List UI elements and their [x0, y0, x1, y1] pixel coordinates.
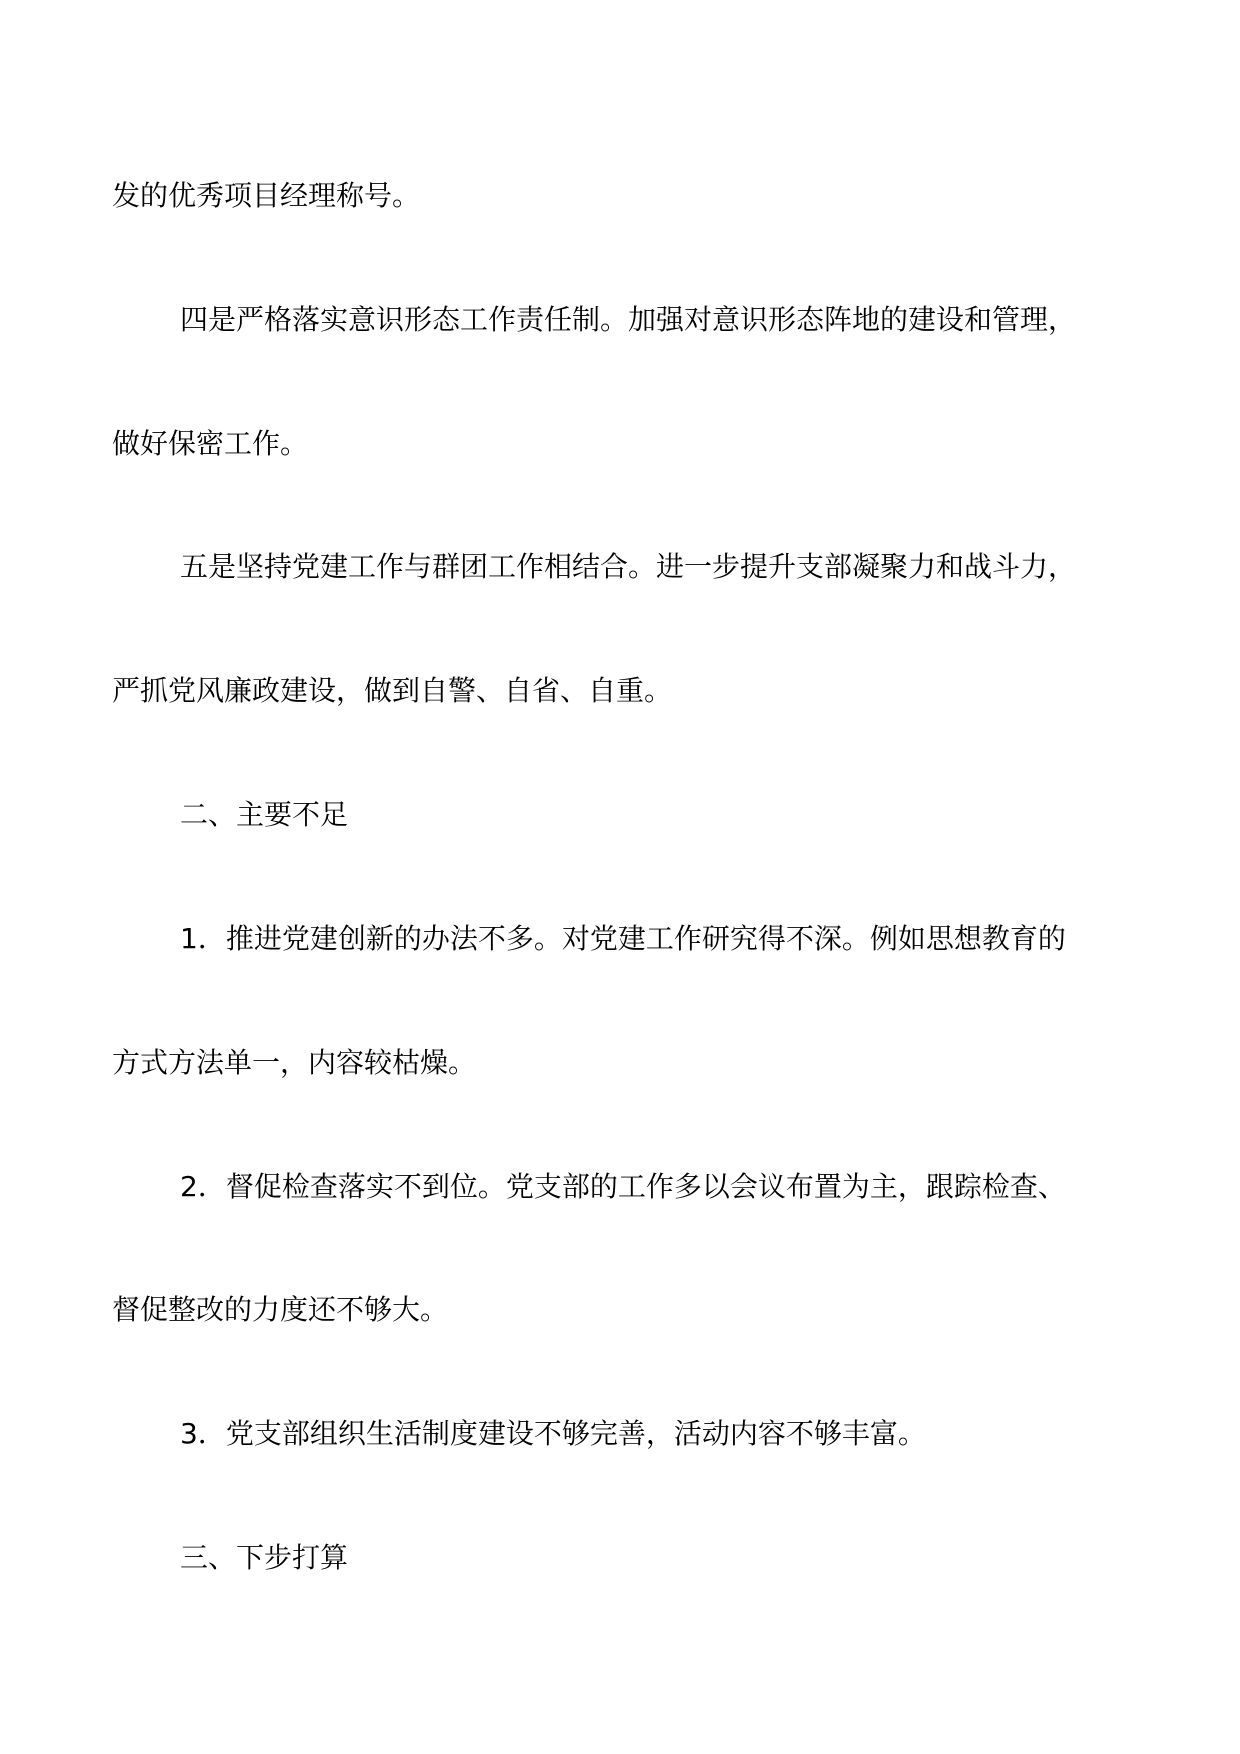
- text-line-continuation: 发的优秀项目经理称号。: [112, 179, 421, 212]
- list-item-2: 2．督促检查落实不到位。党支部的工作多以会议布置为主，跟踪检查、: [180, 1170, 1066, 1203]
- text-line-continuation: 督促整改的力度还不够大。: [112, 1293, 449, 1326]
- list-item-1: 1．推进党建创新的办法不多。对党建工作研究得不深。例如思想教育的: [180, 922, 1066, 955]
- section-heading-shortcomings: 二、主要不足: [180, 798, 349, 831]
- paragraph-item-four: 四是严格落实意识形态工作责任制。加强对意识形态阵地的建设和管理，: [180, 303, 1077, 336]
- text-line-continuation: 严抓党风廉政建设，做到自警、自省、自重。: [112, 674, 673, 707]
- section-heading-next-steps: 三、下步打算: [180, 1541, 349, 1574]
- text-line-continuation: 方式方法单一，内容较枯燥。: [112, 1046, 477, 1079]
- text-line-continuation: 做好保密工作。: [112, 427, 309, 460]
- list-item-3: 3．党支部组织生活制度建设不够完善，活动内容不够丰富。: [180, 1417, 926, 1450]
- paragraph-item-five: 五是坚持党建工作与群团工作相结合。进一步提升支部凝聚力和战斗力，: [180, 550, 1077, 583]
